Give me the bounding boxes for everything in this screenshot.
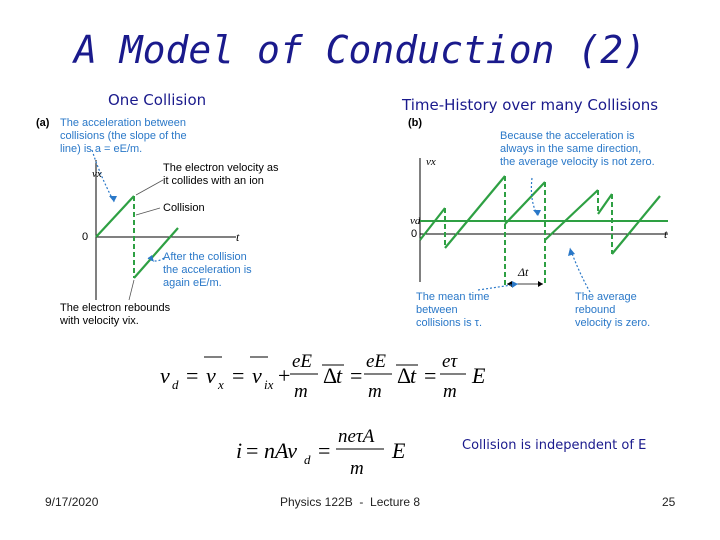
collision-label: Collision bbox=[163, 202, 205, 214]
zero-label-a: 0 bbox=[82, 231, 89, 243]
svg-text:t: t bbox=[410, 363, 417, 388]
current-equation bbox=[234, 422, 424, 482]
svg-text:=: = bbox=[424, 363, 437, 388]
svg-text:d: d bbox=[304, 452, 311, 467]
svg-text:=: = bbox=[350, 363, 363, 388]
vx-label-b: vx bbox=[426, 156, 436, 168]
svg-text:Δ: Δ bbox=[323, 363, 338, 388]
average-rebound-note: The average rebound velocity is zero. bbox=[575, 291, 651, 329]
left-heading: One Collision bbox=[108, 91, 207, 109]
svg-text:+: + bbox=[278, 363, 291, 388]
svg-text:=: = bbox=[232, 363, 245, 388]
svg-text:neτA: neτA bbox=[338, 426, 375, 447]
svg-text:x: x bbox=[218, 377, 224, 392]
rebound-note: The electron rebounds with velocity vix. bbox=[60, 302, 171, 327]
svg-text:v: v bbox=[160, 363, 170, 388]
slide-title: A Model of Conduction (2) bbox=[74, 28, 646, 72]
vd-label-b: vd bbox=[410, 215, 421, 227]
svg-text:m: m bbox=[350, 458, 364, 479]
vx-label-a: vx bbox=[92, 168, 102, 180]
after-collision-note: After the collision the acceleration is again eE/m. bbox=[163, 251, 252, 289]
independence-note: Collision is independent of E bbox=[462, 438, 647, 453]
svg-text:ix: ix bbox=[264, 377, 274, 392]
svg-text:m: m bbox=[443, 381, 457, 402]
svg-text:v: v bbox=[206, 363, 216, 388]
svg-text:d: d bbox=[172, 377, 179, 392]
equation-2-render bbox=[234, 422, 424, 482]
panel-label-b: (b) bbox=[408, 117, 423, 129]
footer-page-number: 25 bbox=[662, 495, 676, 509]
svg-text:v: v bbox=[252, 363, 262, 388]
svg-text:nAv: nAv bbox=[264, 438, 297, 463]
t-label-a: t bbox=[236, 230, 240, 244]
footer-course: Physics 122B - Lecture 8 bbox=[280, 495, 421, 509]
acceleration-note: The acceleration between collisions (the slope of the line) is a = eE/m. bbox=[60, 117, 187, 155]
rebound-pointer-arrow bbox=[570, 248, 590, 292]
delta-t-label: Δt bbox=[518, 265, 529, 279]
svg-text:eτ: eτ bbox=[442, 351, 458, 372]
svg-text:i: i bbox=[236, 438, 243, 463]
zero-label-b: 0 bbox=[411, 228, 418, 240]
right-heading: Time-History over many Collisions bbox=[402, 96, 659, 114]
svg-text:t: t bbox=[336, 363, 343, 388]
svg-text:=: = bbox=[318, 438, 331, 463]
collide-note: The electron velocity as it collides with an ion bbox=[163, 162, 279, 187]
t-label-b: t bbox=[664, 227, 668, 241]
mean-time-note: The mean time between collisions is τ. bbox=[416, 291, 490, 329]
svg-text:=: = bbox=[186, 363, 199, 388]
svg-text:m: m bbox=[368, 381, 382, 402]
svg-text:E: E bbox=[472, 363, 486, 388]
svg-text:=: = bbox=[246, 438, 259, 463]
svg-text:Δ: Δ bbox=[397, 363, 412, 388]
svg-text:eE: eE bbox=[292, 351, 313, 372]
svg-text:eE: eE bbox=[366, 351, 387, 372]
drift-velocity-equation bbox=[158, 345, 498, 405]
equation-1-render bbox=[158, 345, 498, 405]
panel-label-a: (a) bbox=[36, 117, 50, 129]
svg-text:m: m bbox=[294, 381, 308, 402]
footer-date: 9/17/2020 bbox=[45, 495, 99, 509]
svg-text:E: E bbox=[392, 438, 406, 463]
because-note: Because the acceleration is always in the same direction, the average velocity is not zero. bbox=[500, 130, 655, 168]
